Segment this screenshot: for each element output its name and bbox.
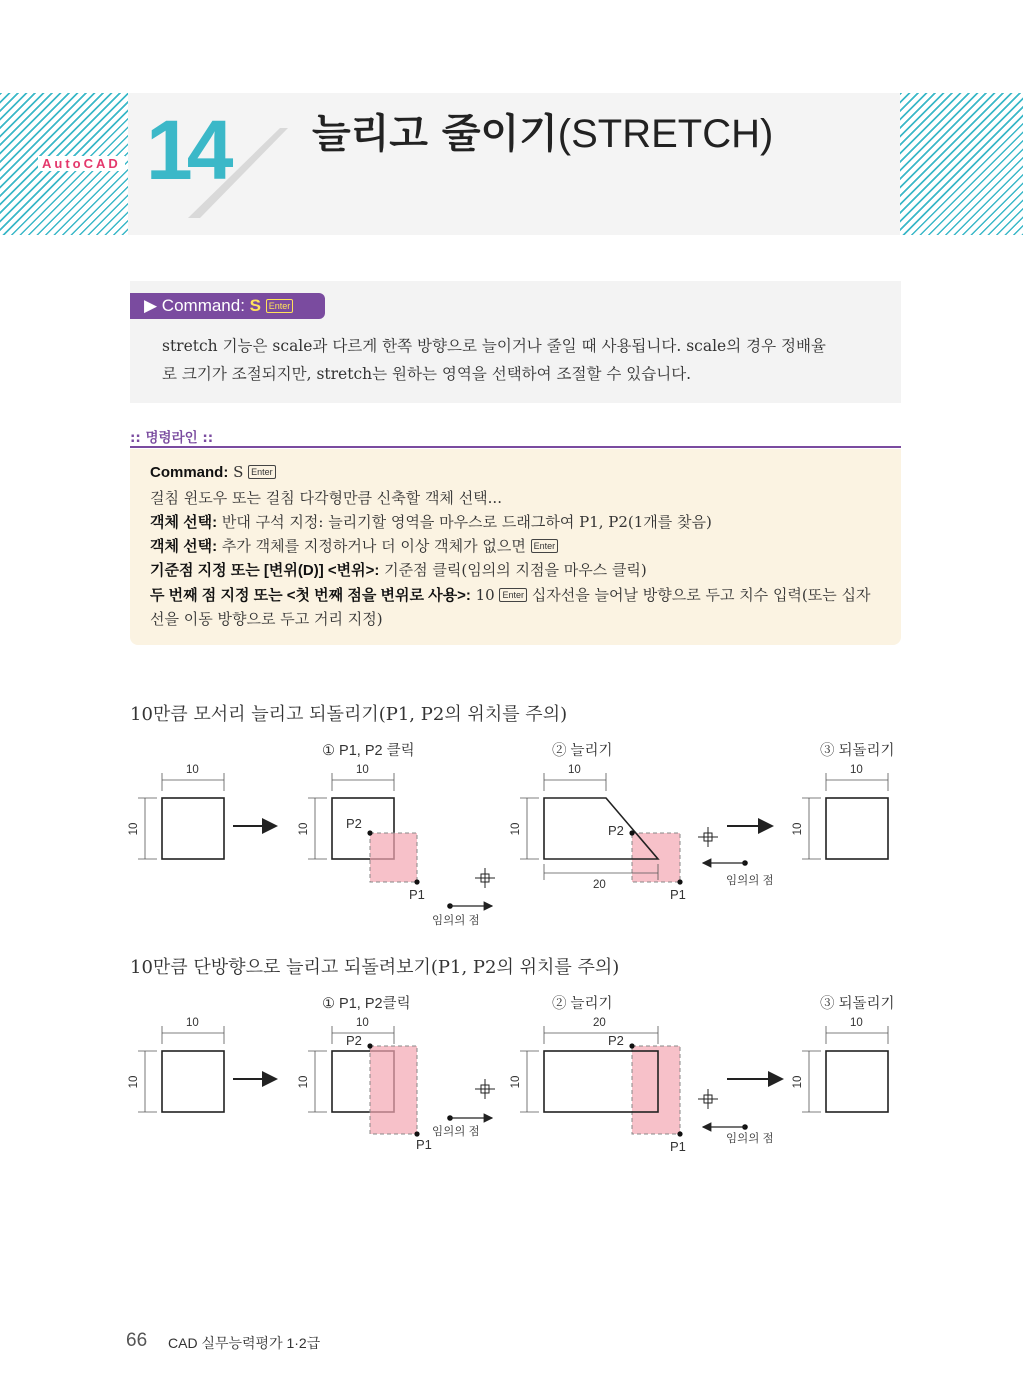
p1-label: P1 <box>670 1139 686 1154</box>
displacement-arrow <box>703 1124 748 1130</box>
enter-key-icon: Enter <box>499 588 527 602</box>
figure1-stretch-step <box>510 764 774 902</box>
svg-text:10: 10 <box>186 1017 199 1029</box>
crossing-window <box>370 1046 417 1134</box>
svg-text:20: 20 <box>593 1017 606 1029</box>
command-line-label: :: 명령라인 :: <box>130 430 214 446</box>
chapter-number: 14 <box>146 103 228 197</box>
svg-text:10: 10 <box>850 764 863 776</box>
svg-text:10: 10 <box>356 1017 369 1029</box>
command-line-3: 객체 선택: 반대 구석 지정: 늘리기할 영역을 마우스로 드래그하여 P1, P2(1개를 찾음) <box>150 513 712 531</box>
figure1-step3-label: ③ 되돌리기 <box>820 743 895 759</box>
p2-label: P2 <box>346 1033 362 1048</box>
command-line-1: Command: S Enter <box>150 461 890 484</box>
chapter-title <box>312 112 773 156</box>
figure2-restored-square <box>792 1017 888 1112</box>
dim-label: 10 <box>186 764 199 776</box>
chapter-title-korean: 늘리고 줄이기 <box>312 111 558 157</box>
command-tag-key: S <box>249 296 262 315</box>
command-line-7: 선을 이동 방향으로 두고 거리 지정) <box>150 610 383 628</box>
arbitrary-point-label: 임의의 점 <box>432 915 480 927</box>
command-line-2: 걸침 윈도우 또는 걸침 다각형만큼 신축할 객체 선택... <box>150 489 502 507</box>
figure2-diagram <box>0 988 1023 1168</box>
svg-text:10: 10 <box>298 822 310 836</box>
command-line-6: 두 번째 점 지정 또는 <첫 번째 점을 변위로 사용>: 10 Enter 십자선을 늘어날 방향으로 두고 치수 입력(또는 십자 <box>150 586 871 604</box>
figure1-step1-label: ① P1, P2 클릭 <box>322 743 415 759</box>
crosshair-icon <box>475 868 495 888</box>
chapter-title-english: (STRETCH) <box>557 112 774 156</box>
p2-label: P2 <box>608 823 624 838</box>
command-line-5: 기준점 지정 또는 [변위(D)] <변위>: 기준점 클릭(임의의 지점을 마우스 클릭) <box>150 561 647 579</box>
arbitrary-point-label: 임의의 점 <box>726 875 774 887</box>
figure2-step3-label: ③ 되돌리기 <box>820 996 895 1012</box>
crossing-window <box>370 833 417 882</box>
command-line-rule <box>130 446 901 448</box>
svg-text:10: 10 <box>356 764 369 776</box>
figure2-select-step <box>298 1017 495 1152</box>
svg-text:10: 10 <box>298 1075 310 1089</box>
arbitrary-point-label: 임의의 점 <box>432 1126 480 1138</box>
figure2-original-square <box>128 1017 224 1112</box>
header-hatch-right <box>900 93 1023 235</box>
p2-label: P2 <box>608 1033 624 1048</box>
figure1-step2-label: ② 늘리기 <box>552 743 613 759</box>
command-description-line2: 로 크기가 조절되지만, stretch는 원하는 영역을 선택하여 조절할 수 있습니다. <box>162 365 692 383</box>
p2-label: P2 <box>346 816 362 831</box>
crosshair-icon <box>698 827 718 847</box>
svg-text:10: 10 <box>128 1075 140 1089</box>
figure2-step1-label: ① P1, P2클릭 <box>322 996 411 1012</box>
page-number: 66 <box>126 1330 148 1351</box>
svg-text:10: 10 <box>792 822 804 836</box>
enter-key-icon: Enter <box>531 539 559 553</box>
figure1-original-square <box>128 764 224 859</box>
command-tag <box>130 293 325 319</box>
svg-text:10: 10 <box>792 1075 804 1089</box>
displacement-arrow <box>703 860 748 866</box>
command-tag-prefix: ▶ Command: <box>144 296 250 315</box>
svg-text:20: 20 <box>593 879 606 891</box>
command-description-line1: stretch 기능은 scale과 다르게 한쪽 방향으로 늘이거나 줄일 때 사용됩니다. scale의 경우 정배율 <box>162 337 826 355</box>
figure2-title: 10만큼 단방향으로 늘리고 되돌려보기(P1, P2의 위치를 주의) <box>130 957 620 978</box>
autocad-label: AutoCAD <box>38 156 125 171</box>
enter-key-icon: Enter <box>266 299 294 313</box>
figure1-diagram <box>0 735 1023 935</box>
p1-label: P1 <box>670 887 686 902</box>
book-title: CAD 실무능력평가 1·2급 <box>168 1335 321 1351</box>
figure1-restored-square <box>792 764 888 859</box>
displacement-arrow <box>447 1115 492 1121</box>
svg-text:10: 10 <box>568 764 581 776</box>
figure2-stretch-step <box>510 1017 774 1154</box>
command-line-4: 객체 선택: 추가 객체를 지정하거나 더 이상 객체가 없으면 Enter <box>150 535 890 558</box>
p1-label: P1 <box>416 1137 432 1152</box>
crosshair-icon <box>475 1079 495 1099</box>
arbitrary-point-label: 임의의 점 <box>726 1133 774 1145</box>
p1-label: P1 <box>409 887 425 902</box>
figure2-step2-label: ② 늘리기 <box>552 996 613 1012</box>
figure1-select-step <box>298 764 495 927</box>
svg-text:10: 10 <box>510 1075 522 1089</box>
crossing-window <box>632 1046 680 1134</box>
enter-key-icon: Enter <box>248 465 276 479</box>
dim-label: 10 <box>128 822 140 836</box>
svg-text:10: 10 <box>510 822 522 836</box>
command-description <box>162 332 878 388</box>
svg-text:10: 10 <box>850 1017 863 1029</box>
displacement-arrow <box>447 903 492 909</box>
figure1-title: 10만큼 모서리 늘리고 되돌리기(P1, P2의 위치를 주의) <box>130 704 568 725</box>
crosshair-icon <box>698 1089 718 1109</box>
